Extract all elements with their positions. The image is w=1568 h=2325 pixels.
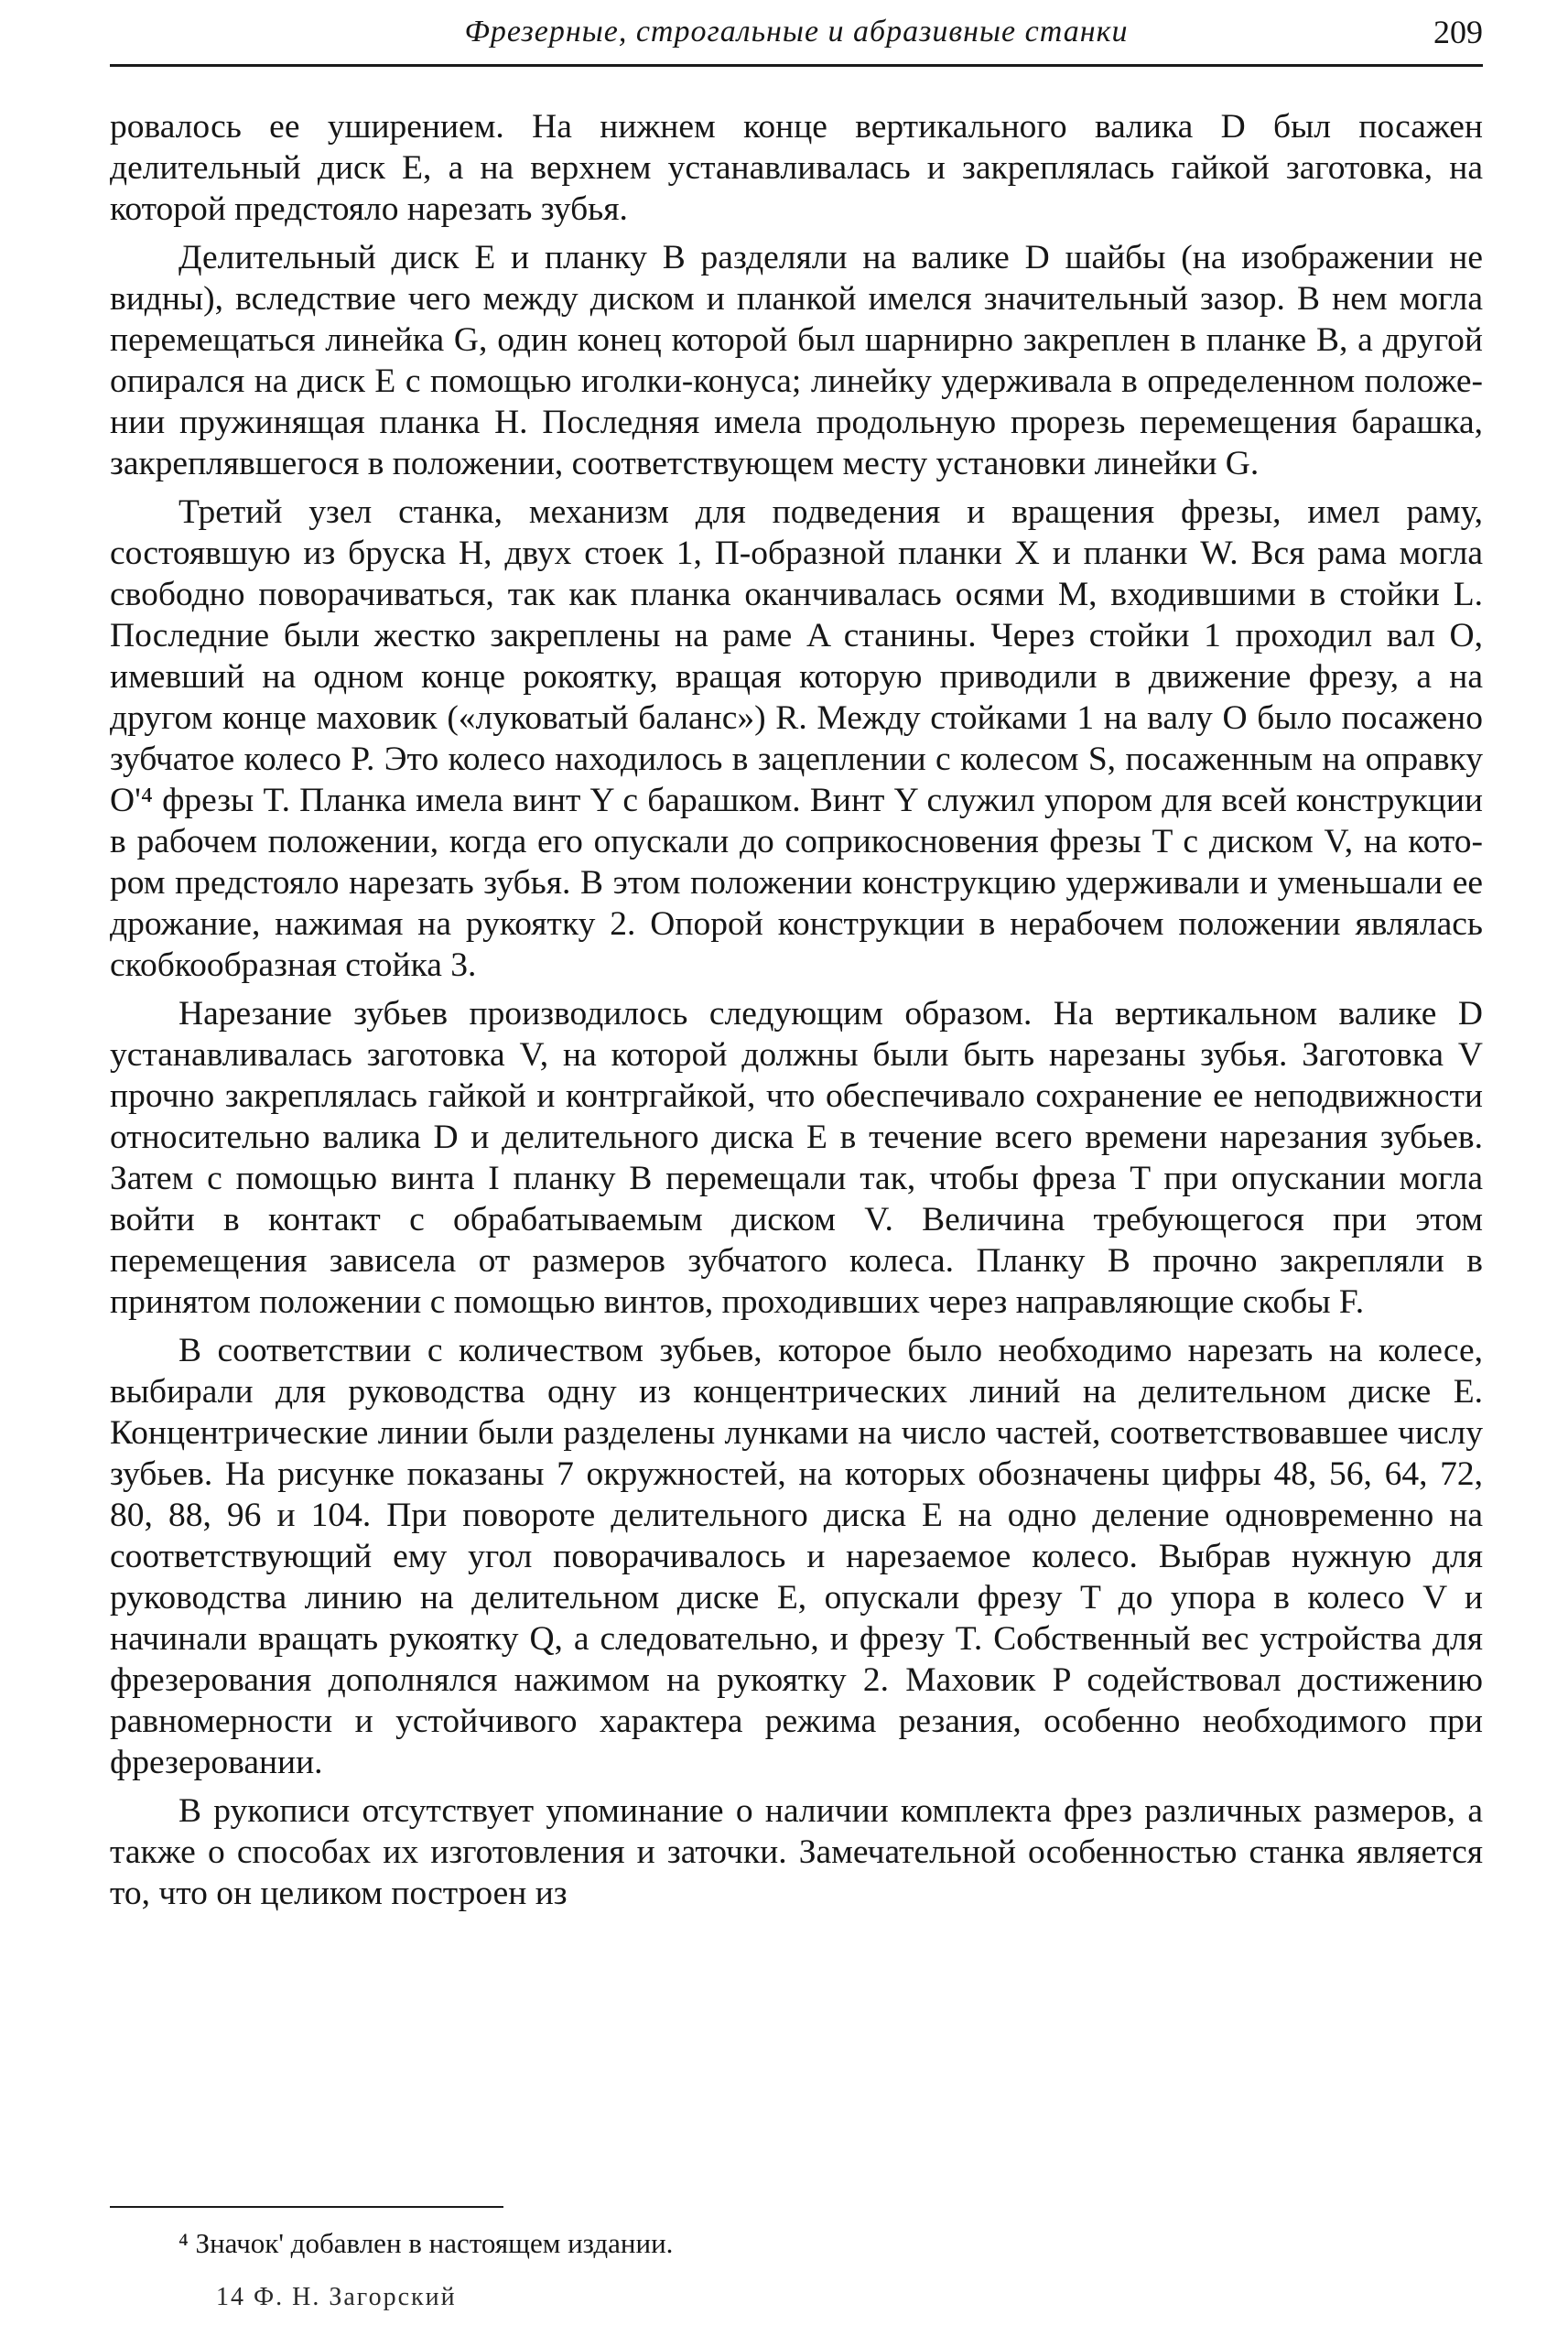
paragraph-2: Делительный диск E и планку B разделяли на валике D шайбы (на изображении не видны), вследствие чего между диском и планкой имелся значительный зазор. В нем могла перемещаться линейка G, один конец которой был шарнирно закреплен в планке B, а другой опирался на диск E с помощью иголки-конуса; линейку удерживала в определенном положении пружинящая планка H. Последняя имела продольную прорезь перемещения барашка, закреплявшегося в положении, соответствующем месту установки линейки G.: [110, 239, 1483, 482]
paragraph-3: Третий узел станка, механизм для подведения и вращения фрезы, имел раму, состоявшую из бруска H, двух стоек 1, П-образной планки X и планки W. Вся рама могла свободно поворачиваться, так как планка оканчивалась осями M, входившими в стойки L. Последние были жестко закреплены на раме A станины. Через стойки 1 проходил вал O, имевший на одном конце рокоятку, вращая которую приводили в движение фрезу, а на другом конце маховик («луковатый баланс») R. Между стойками 1 на валу O было посажено зубчатое колесо P. Это колесо находилось в зацеплении с колесом S, посаженным на оправку O'⁴ фрезы T. Планка имела винт Y с барашком. Винт Y служил упором для всей конструкции в рабочем положении, когда его опускали до соприкосновения фрезы T с диском V, на котором предстояло нарезать зубья. В этом положении конструкцию удерживали и уменьшали ее дрожание, нажимая на рукоятку 2. Опорой конструкции в нерабочем положении являлась скобкообразная стойка 3.: [110, 493, 1483, 984]
paragraph-5: В соответствии с количеством зубьев, которое было необходимо нарезать на колесе, выбирали для руководства одну из концентрических линий на делительном диске E. Концентрические линии были разделены лунками на число частей, соответствовавшее числу зубьев. На рисунке показаны 7 окружностей, на которых обозначены цифры 48, 56, 64, 72, 80, 88, 96 и 104. При повороте делительного диска E на одно деление одновременно на соответствующий ему угол поворачивалось и нарезаемое колесо. Выбрав нужную для руководства линию на делительном диске E, опускали фрезу T до упора в колесо V и начинали вращать рукоятку Q, а следовательно, и фрезу T. Собственный вес устройства для фрезерования дополнялся нажимом на рукоятку 2. Маховик P содействовал достижению равномерности и устойчивого характера режима резания, особенно необходимого при фрезеровании.: [110, 1332, 1483, 1781]
paragraph-1: ровалось ее уширением. На нижнем конце вертикального валика D был посажен делительный диск E, а на верхнем устанавливалась и закреплялась гайкой заготовка, на которой предстояло нарезать зубья.: [110, 108, 1483, 228]
page-number: 209: [1433, 14, 1483, 50]
body-text: [110, 106, 1483, 1914]
footnote: ⁴ Значок' добавлен в настоящем издании.: [178, 2227, 674, 2259]
paragraph-4: Нарезание зубьев производилось следующим образом. На вертикальном валике D устанавливалась заготовка V, на которой должны были быть нарезаны зубья. Заготовка V прочно закреплялась гайкой и контргайкой, что обеспечивало сохранение ее неподвижности относительно валика D и делительного диска E в течение всего времени нарезания зубьев. Затем с помощью винта I планку B перемещали так, чтобы фреза T при опускании могла войти в контакт с обрабатываемым диском V. Величина требующегося при этом перемещения зависела от размеров зубчатого колеса. Планку B прочно закрепляли в принятом положении с помощью винтов, проходивших через направляющие скобы F.: [110, 995, 1483, 1321]
footnote-rule: [110, 2206, 503, 2208]
paragraph-6: В рукописи отсутствует упоминание о наличии комплекта фрез различных размеров, а также о способах их изготовления и заточки. Замечательной особенностью станка является то, что он целиком построен из: [110, 1792, 1483, 1912]
running-head: [110, 13, 1483, 68]
printer-signature: 14 Ф. Н. Загорский: [216, 2283, 457, 2311]
header-rule: [110, 64, 1483, 67]
running-head-title: Фрезерные, строгальные и абразивные станки: [464, 15, 1129, 49]
